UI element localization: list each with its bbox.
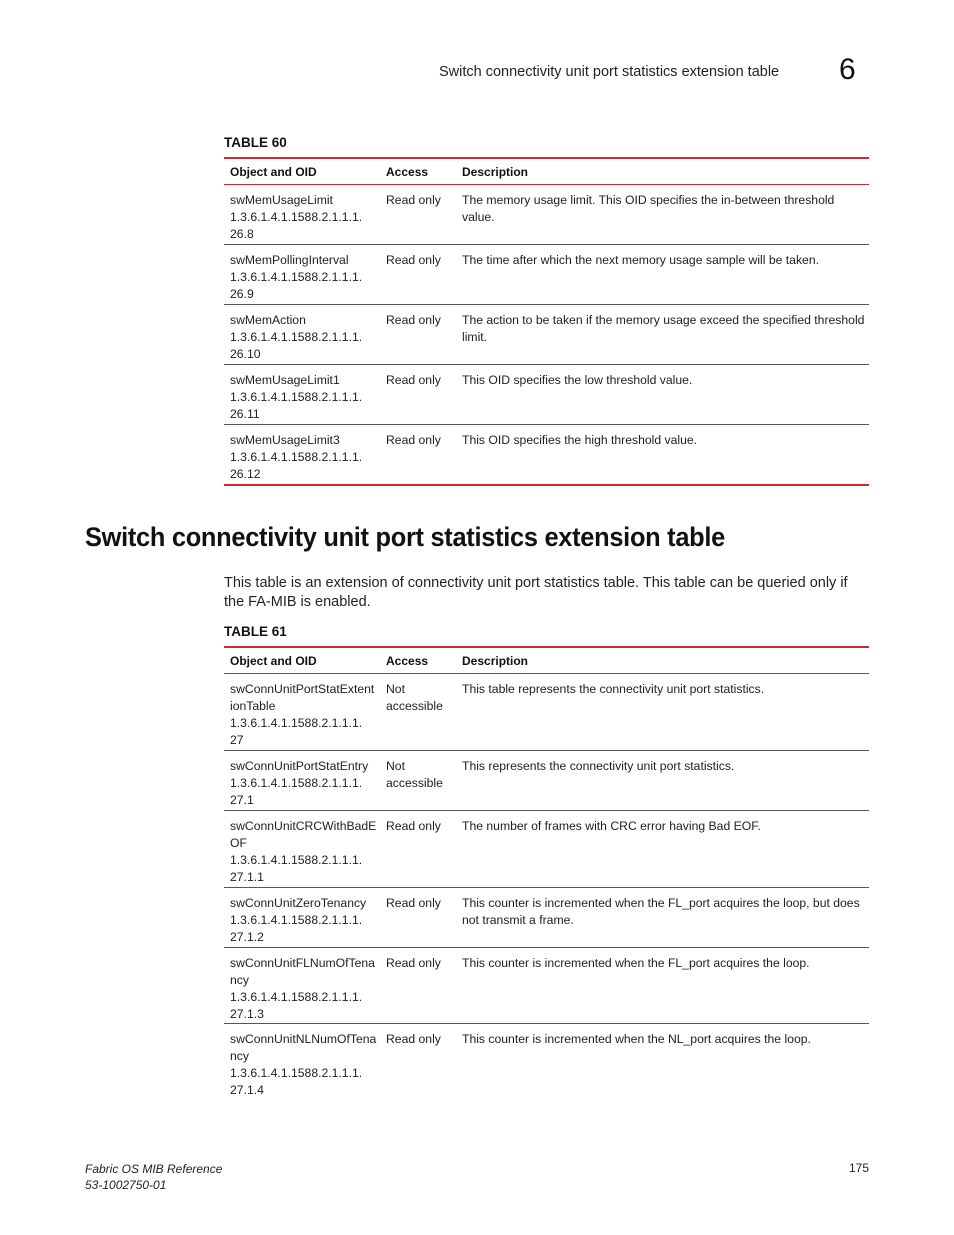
- description-cell: The time after which the next memory usage sample will be taken.: [462, 253, 819, 267]
- object-name: swConnUnitPortStatEntry: [230, 759, 369, 773]
- oid-suffix: 26.10: [230, 347, 261, 361]
- description-cell: This counter is incremented when the FL_port acquires the loop, but does not transmit a frame.: [462, 896, 860, 927]
- table-row: [224, 1024, 869, 1100]
- table-row: [224, 811, 869, 888]
- table-row: [224, 948, 869, 1024]
- column-header-access: Access: [386, 653, 429, 668]
- table-61: [224, 646, 869, 1100]
- access-cell: Read only: [386, 193, 441, 207]
- table-header-row: [224, 157, 869, 185]
- access-cell: [386, 751, 462, 810]
- object-oid-cell: [224, 888, 386, 947]
- table-61-label: TABLE 61: [224, 624, 287, 639]
- access-line-1: Not: [386, 759, 405, 773]
- oid-suffix: 27.1: [230, 793, 254, 807]
- object-oid-cell: [224, 811, 386, 887]
- object-oid-cell: [224, 1024, 386, 1100]
- object-oid-cell: [224, 365, 386, 424]
- object-name: swConnUnitZeroTenancy: [230, 896, 367, 910]
- object-name-continued: ionTable: [230, 699, 276, 713]
- object-oid-cell: [224, 425, 386, 484]
- table-row: [224, 888, 869, 948]
- footer-doc-number: 53-1002750-01: [85, 1178, 167, 1192]
- section-heading: Switch connectivity unit port statistics extension table: [85, 522, 725, 552]
- description-cell: This table represents the connectivity unit port statistics.: [462, 682, 765, 696]
- oid-prefix: 1.3.6.1.4.1.1588.2.1.1.1.: [230, 210, 363, 224]
- description-cell: This counter is incremented when the NL_port acquires the loop.: [462, 1032, 811, 1046]
- oid-suffix: 27: [230, 733, 244, 747]
- oid-suffix: 27.1.1: [230, 870, 264, 884]
- table-row: [224, 305, 869, 365]
- object-name: swMemPollingInterval: [230, 253, 349, 267]
- access-cell: Read only: [386, 956, 441, 970]
- object-oid-cell: [224, 185, 386, 244]
- table-row: [224, 425, 869, 486]
- object-oid-cell: [224, 751, 386, 810]
- oid-suffix: 26.12: [230, 467, 261, 481]
- column-header-object: Object and OID: [230, 164, 317, 179]
- object-name-continued: ncy: [230, 1049, 249, 1063]
- table-row: [224, 365, 869, 425]
- table-60-label: TABLE 60: [224, 135, 287, 150]
- object-name: swConnUnitNLNumOfTena: [230, 1032, 377, 1046]
- oid-suffix: 27.1.2: [230, 930, 264, 944]
- table-60: [224, 157, 869, 486]
- object-name: swConnUnitCRCWithBadE: [230, 819, 377, 833]
- oid-prefix: 1.3.6.1.4.1.1588.2.1.1.1.: [230, 1066, 363, 1080]
- access-line-1: Not: [386, 682, 405, 696]
- oid-suffix: 27.1.3: [230, 1007, 264, 1021]
- table-row: [224, 674, 869, 751]
- column-header-description: Description: [462, 164, 529, 179]
- oid-prefix: 1.3.6.1.4.1.1588.2.1.1.1.: [230, 990, 363, 1004]
- oid-prefix: 1.3.6.1.4.1.1588.2.1.1.1.: [230, 270, 363, 284]
- access-cell: Read only: [386, 253, 441, 267]
- object-name: swMemUsageLimit1: [230, 373, 340, 387]
- object-name: swConnUnitPortStatExtent: [230, 682, 375, 696]
- access-line-2: accessible: [386, 699, 443, 713]
- object-name: swConnUnitFLNumOfTena: [230, 956, 375, 970]
- section-intro-paragraph: This table is an extension of connectivity unit port statistics table. This table can be queried only if the FA-MIB is enabled.: [224, 575, 848, 610]
- description-cell: The memory usage limit. This OID specifies the in-between threshold value.: [462, 193, 835, 224]
- oid-prefix: 1.3.6.1.4.1.1588.2.1.1.1.: [230, 330, 363, 344]
- object-name: swMemUsageLimit: [230, 193, 333, 207]
- oid-suffix: 26.9: [230, 287, 254, 301]
- object-oid-cell: [224, 674, 386, 750]
- footer-doc-info: [85, 1161, 222, 1193]
- object-oid-cell: [224, 305, 386, 364]
- table-row: [224, 245, 869, 305]
- object-oid-cell: [224, 948, 386, 1023]
- access-cell: Read only: [386, 373, 441, 387]
- access-line-2: accessible: [386, 776, 443, 790]
- object-name: swMemAction: [230, 313, 306, 327]
- object-name-continued: OF: [230, 836, 247, 850]
- table-row: [224, 185, 869, 245]
- running-header-title: Switch connectivity unit port statistics extension table: [439, 64, 780, 80]
- access-cell: [386, 674, 462, 750]
- oid-prefix: 1.3.6.1.4.1.1588.2.1.1.1.: [230, 776, 363, 790]
- table-row: [224, 751, 869, 811]
- object-name-continued: ncy: [230, 973, 249, 987]
- table-header-row: [224, 646, 869, 674]
- description-cell: The action to be taken if the memory usage exceed the specified threshold limit.: [462, 313, 865, 344]
- description-cell: This represents the connectivity unit port statistics.: [462, 759, 735, 773]
- column-header-description: Description: [462, 653, 529, 668]
- access-cell: Read only: [386, 1032, 441, 1046]
- oid-suffix: 27.1.4: [230, 1083, 264, 1097]
- access-cell: Read only: [386, 819, 441, 833]
- access-cell: Read only: [386, 433, 441, 447]
- object-oid-cell: [224, 245, 386, 304]
- oid-prefix: 1.3.6.1.4.1.1588.2.1.1.1.: [230, 450, 363, 464]
- description-cell: The number of frames with CRC error having Bad EOF.: [462, 819, 761, 833]
- oid-prefix: 1.3.6.1.4.1.1588.2.1.1.1.: [230, 390, 363, 404]
- description-cell: This OID specifies the high threshold value.: [462, 433, 698, 447]
- oid-prefix: 1.3.6.1.4.1.1588.2.1.1.1.: [230, 913, 363, 927]
- description-cell: This OID specifies the low threshold value.: [462, 373, 693, 387]
- oid-prefix: 1.3.6.1.4.1.1588.2.1.1.1.: [230, 716, 363, 730]
- oid-prefix: 1.3.6.1.4.1.1588.2.1.1.1.: [230, 853, 363, 867]
- oid-suffix: 26.8: [230, 227, 254, 241]
- object-name: swMemUsageLimit3: [230, 433, 340, 447]
- oid-suffix: 26.11: [230, 407, 260, 421]
- access-cell: Read only: [386, 896, 441, 910]
- chapter-number: 6: [839, 53, 856, 86]
- description-cell: This counter is incremented when the FL_port acquires the loop.: [462, 956, 810, 970]
- column-header-object: Object and OID: [230, 653, 317, 668]
- page-number: 175: [849, 1161, 870, 1175]
- column-header-access: Access: [386, 164, 429, 179]
- footer-doc-title: Fabric OS MIB Reference: [85, 1162, 223, 1176]
- access-cell: Read only: [386, 313, 441, 327]
